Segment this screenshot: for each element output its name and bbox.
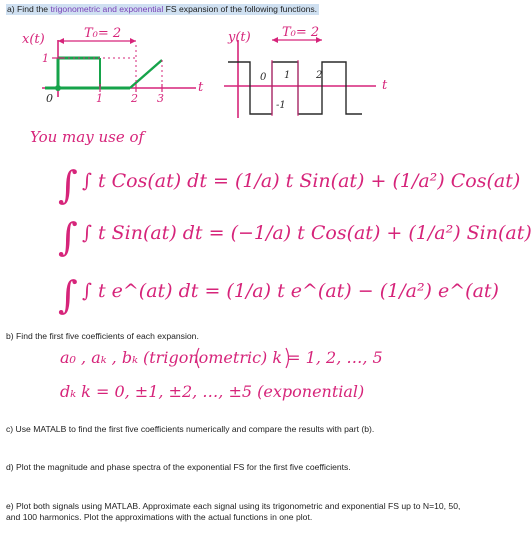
integral-sign-2: ∫ bbox=[58, 215, 78, 259]
question-a-prefix: a) bbox=[7, 4, 18, 14]
question-d: d) Plot the magnitude and phase spectra of the exponential FS for the first five coefficients. bbox=[6, 462, 351, 472]
y-plot-label-1: 1 bbox=[284, 70, 291, 81]
x-plot-tick-y-label: 1 bbox=[42, 52, 49, 65]
y-plot-label-0: 0 bbox=[260, 72, 267, 83]
integral-formula-2: ∫ t Sin(at) dt = (−1/a) t Cos(at) + (1/a²) Sin(at) bbox=[82, 222, 532, 244]
x-plot-period-arrow-left bbox=[58, 38, 64, 44]
question-b: b) Find the first five coefficients of each expansion. bbox=[6, 331, 199, 341]
y-plot-label-2: 2 bbox=[316, 70, 323, 81]
question-a-highlight: trigonometric and exponential bbox=[50, 4, 164, 14]
x-plot-ylabel: x(t) bbox=[22, 32, 45, 47]
question-c: c) Use MATALB to find the first five coefficients numerically and compare the results with part (b). bbox=[6, 424, 375, 434]
y-plot-label-neg1: -1 bbox=[276, 100, 286, 111]
integral-sign-1: ∫ bbox=[58, 163, 78, 207]
y-signal-square-wave bbox=[228, 62, 362, 114]
coef-exp-note: dₖ k = 0, ±1, ±2, …, ±5 (exponential) bbox=[60, 382, 365, 401]
coef-trig-note: a₀ , aₖ , bₖ (trigonometric) k = 1, 2, …, 5 bbox=[60, 348, 383, 367]
x-plot-tick-0: 0 bbox=[46, 92, 53, 105]
question-a-suffix: FS expansion of the following functions. bbox=[163, 4, 318, 14]
x-plot-tick-3: 3 bbox=[157, 92, 164, 105]
x-signal-ramp bbox=[130, 60, 162, 88]
y-plot-period-arrow-left bbox=[272, 37, 278, 43]
integral-formula-1: ∫ t Cos(at) dt = (1/a) t Sin(at) + (1/a²) Cos(at) bbox=[82, 170, 521, 192]
x-plot-period-arrow-right bbox=[130, 38, 136, 44]
y-plot-period-label: T₀= 2 bbox=[282, 25, 320, 40]
integral-formula-3: ∫ t e^(at) dt = (1/a) t e^(at) − (1/a²) e^(at) bbox=[82, 280, 499, 302]
question-e: e) Plot both signals using MATLAB. Approximate each signal using its trigonometric and exponential FS up to N=10, 50, and 100 harmonics. Plot the approximations with the actual functions in one plot. bbox=[6, 501, 461, 522]
y-plot-axis-label: t bbox=[382, 78, 388, 93]
x-signal-origin-dot bbox=[55, 85, 61, 91]
question-a-find: Find the bbox=[17, 4, 51, 14]
x-plot-period-label: T₀= 2 bbox=[84, 26, 122, 41]
x-plot-tick-2: 2 bbox=[131, 92, 138, 105]
x-plot-tick-1: 1 bbox=[96, 92, 103, 105]
note-may-use: You may use of bbox=[30, 128, 145, 146]
integral-sign-3: ∫ bbox=[58, 273, 78, 317]
x-plot-axis-label: t bbox=[198, 80, 204, 95]
y-plot-ylabel: y(t) bbox=[228, 30, 251, 45]
